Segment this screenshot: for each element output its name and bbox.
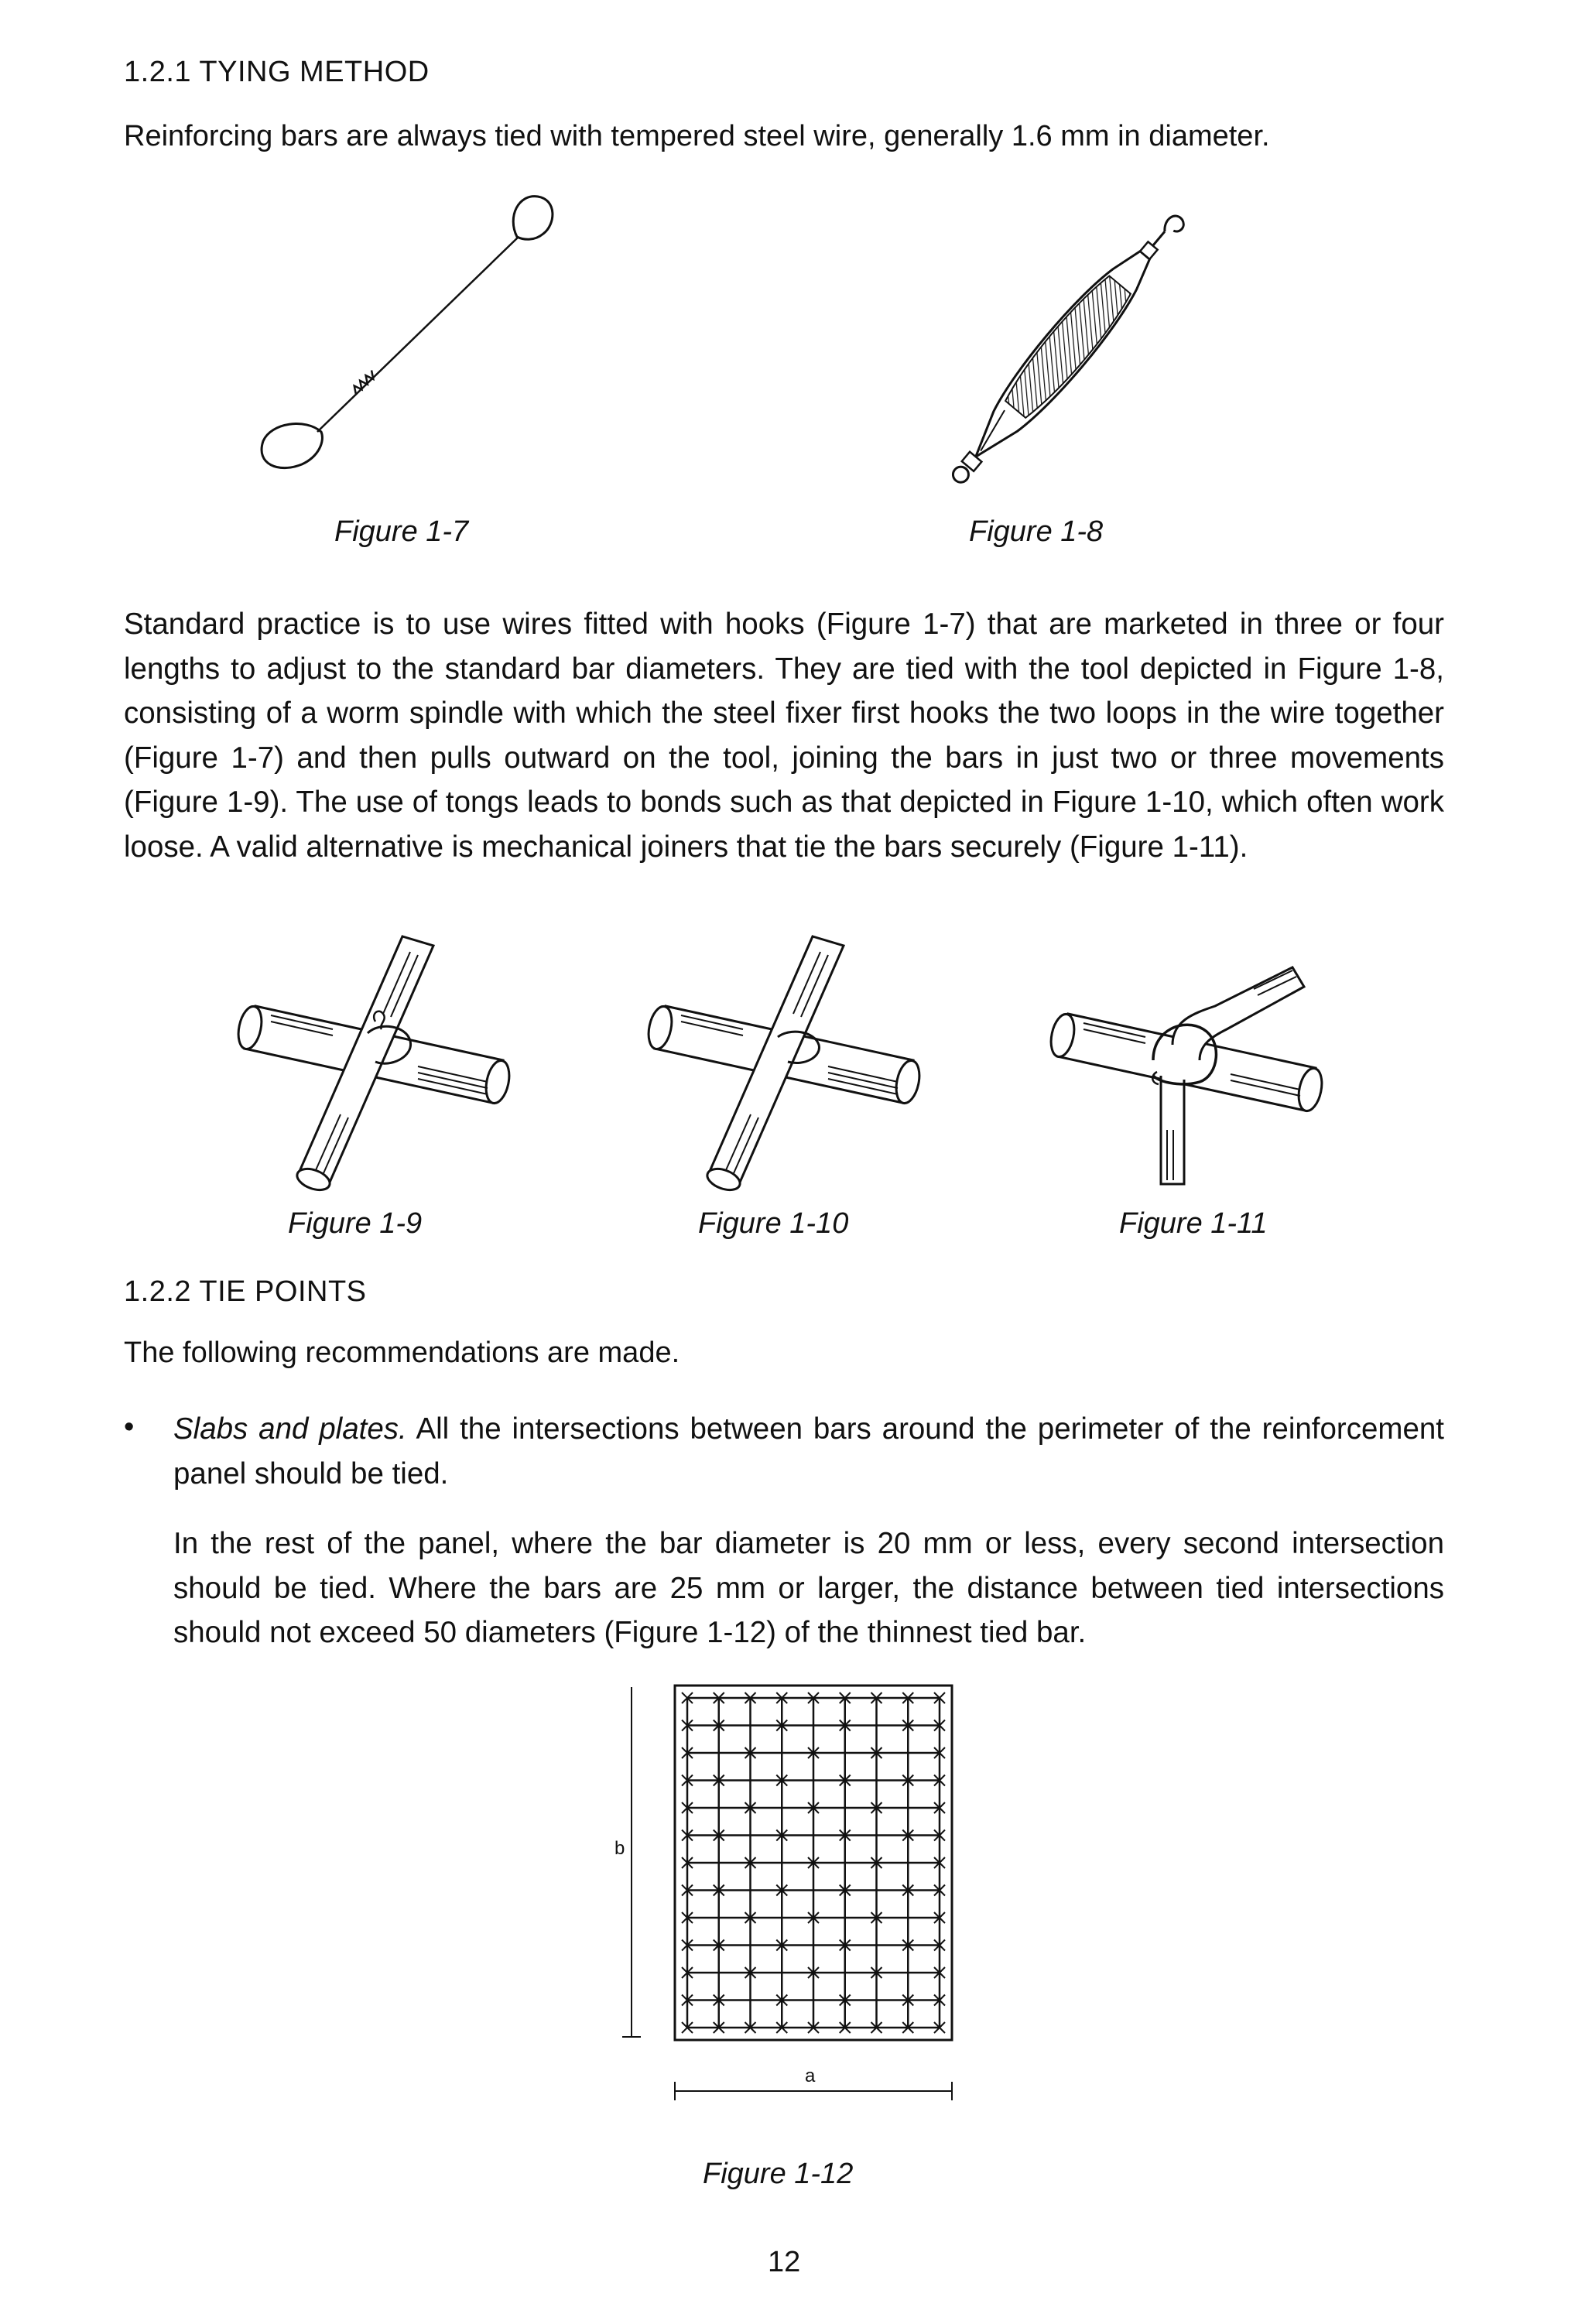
tying-body-paragraph: Standard practice is to use wires fitted with hooks (Figure 1-7) that are marketed in three or four lengths to adjust to the standard bar diameters. They are tied with the tool depicted in Figure 1-8, consisting of a worm spindle with which the steel fixer first hooks the two loops in the wire together (Figure 1-7) and then pulls outward on the tool, joining the bars in just two or three movements (Figure 1-9). The use of tongs leads to bonds such as that depicted in Figure 1-10, which often work loose. A valid alternative is mechanical joiners that tie the bars securely (Figure 1-11). <box>124 608 1444 864</box>
figure-1-10-tong-tied-bars-drawing <box>635 929 929 1192</box>
tying-intro-text: Reinforcing bars are always tied with tempered steel wire, generally 1.6 mm in diameter. <box>124 120 1270 152</box>
bullet-text: All the intersections between bars around the perimeter of the reinforcement panel should be tied. <box>173 1412 1444 1491</box>
tie-points-intro-text: The following recommendations are made. <box>124 1337 680 1369</box>
section-heading-tie-points: 1.2.2 TIE POINTS <box>124 1275 367 1308</box>
figure-1-8-caption: Figure 1-8 <box>969 515 1104 548</box>
figure-1-9-caption: Figure 1-9 <box>288 1207 423 1240</box>
figure-1-12-mesh-panel-drawing <box>611 1679 967 2113</box>
figure-1-12-caption: Figure 1-12 <box>703 2158 854 2190</box>
section-heading-tying-method: 1.2.1 TYING METHOD <box>124 56 430 88</box>
page-number: 12 <box>768 2246 801 2278</box>
figure-1-11-mechanical-joiner-drawing <box>1037 944 1347 1200</box>
bullet-title: Slabs and plates. <box>173 1412 407 1446</box>
bullet-slabs-plates <box>173 1407 1444 1496</box>
dimension-label-a: a <box>805 2066 816 2086</box>
dimension-label-b: b <box>614 1838 625 1859</box>
figure-1-11-caption: Figure 1-11 <box>1119 1207 1268 1240</box>
figure-1-7-wire-drawing <box>240 186 596 511</box>
tie-points-paragraph: In the rest of the panel, where the bar diameter is 20 mm or less, every second intersection should be tied. Where the bars are 25 mm or larger, the distance between tied intersections should not exceed 50 diameters (Figure 1-12) of the thinnest tied bar. <box>173 1527 1444 1649</box>
figure-1-9-tied-bars-drawing <box>224 929 519 1192</box>
figure-1-7-caption: Figure 1-7 <box>334 515 469 548</box>
bullet-marker: • <box>124 1411 135 1443</box>
figure-1-8-tool-drawing <box>882 186 1238 511</box>
figure-1-10-caption: Figure 1-10 <box>698 1207 849 1240</box>
